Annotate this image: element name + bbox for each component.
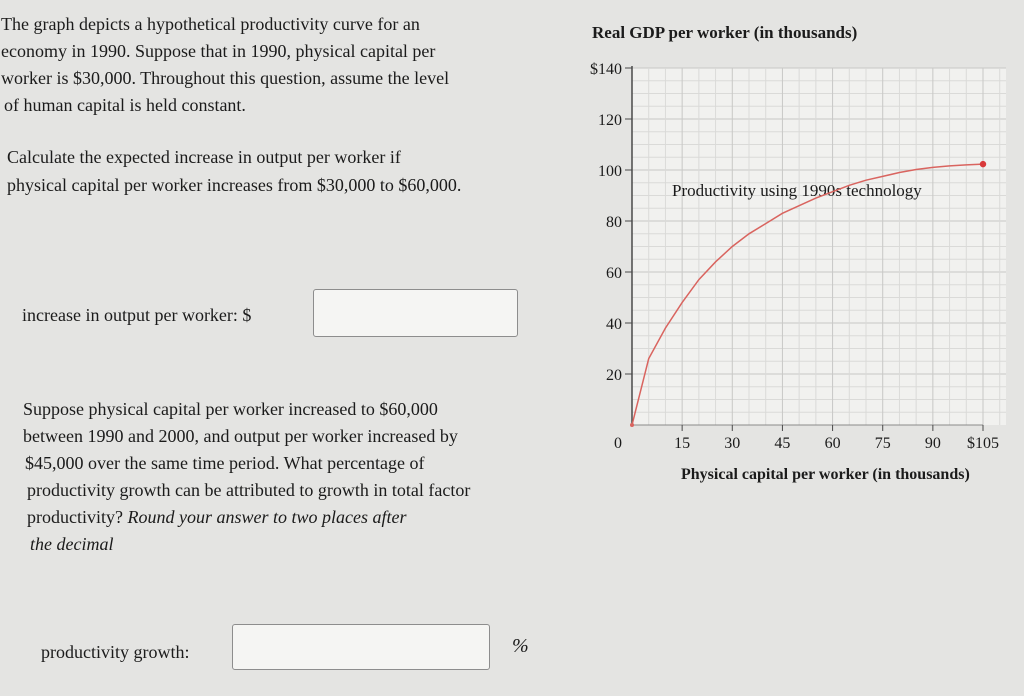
series-label: Productivity using 1990s technology [672, 181, 922, 200]
percent-unit: % [512, 635, 529, 657]
x-tick-label: 90 [924, 435, 941, 452]
part1-line: physical capital per worker increases from $30,000 to $60,000. [7, 175, 462, 195]
rounding-instruction: Round your answer to two places after [127, 507, 407, 527]
x-tick-label: 60 [824, 435, 841, 452]
x-origin-label: 0 [614, 435, 622, 452]
y-axis-ticks [590, 61, 632, 384]
x-tick-label: 75 [874, 435, 891, 452]
y-tick-label: 80 [606, 214, 622, 231]
x-tick-label: 30 [724, 435, 741, 452]
y-tick-label: 120 [598, 112, 622, 129]
intro-line: economy in 1990. Suppose that in 1990, physical capital per [1, 41, 436, 61]
part2-line: $45,000 over the same time period. What percentage of [25, 453, 425, 473]
y-tick-label: 100 [598, 163, 622, 180]
part2-line: productivity growth can be attributed to growth in total factor [27, 480, 471, 500]
intro-line: worker is $30,000. Throughout this question, assume the level [1, 68, 450, 88]
x-tick-label: $105 [967, 435, 999, 452]
y-axis-title: Real GDP per worker (in thousands) [592, 23, 858, 42]
part2-line: between 1990 and 2000, and output per worker increased by [23, 426, 458, 446]
x-tick-label: 15 [674, 435, 691, 452]
part2-answer-label: productivity growth: [41, 642, 190, 662]
part1-line: Calculate the expected increase in output per worker if [7, 147, 401, 167]
y-tick-label: 20 [606, 367, 622, 384]
part2-text: productivity? [27, 507, 128, 527]
intro-line: The graph depicts a hypothetical productivity curve for an [1, 14, 420, 34]
curve-start-point [630, 423, 634, 427]
curve-end-point[interactable] [980, 161, 986, 167]
y-tick-label: 60 [606, 265, 622, 282]
part1-answer-label: increase in output per worker: $ [22, 305, 252, 325]
x-axis-ticks [674, 425, 999, 452]
x-tick-label: 45 [774, 435, 791, 452]
rounding-instruction-cont: the decimal [30, 534, 114, 554]
y-tick-label: $140 [590, 61, 622, 78]
x-axis-title: Physical capital per worker (in thousands) [681, 466, 970, 483]
y-tick-label: 40 [606, 316, 622, 333]
intro-line: of human capital is held constant. [4, 95, 246, 115]
part2-line: Suppose physical capital per worker increased to $60,000 [23, 399, 438, 419]
